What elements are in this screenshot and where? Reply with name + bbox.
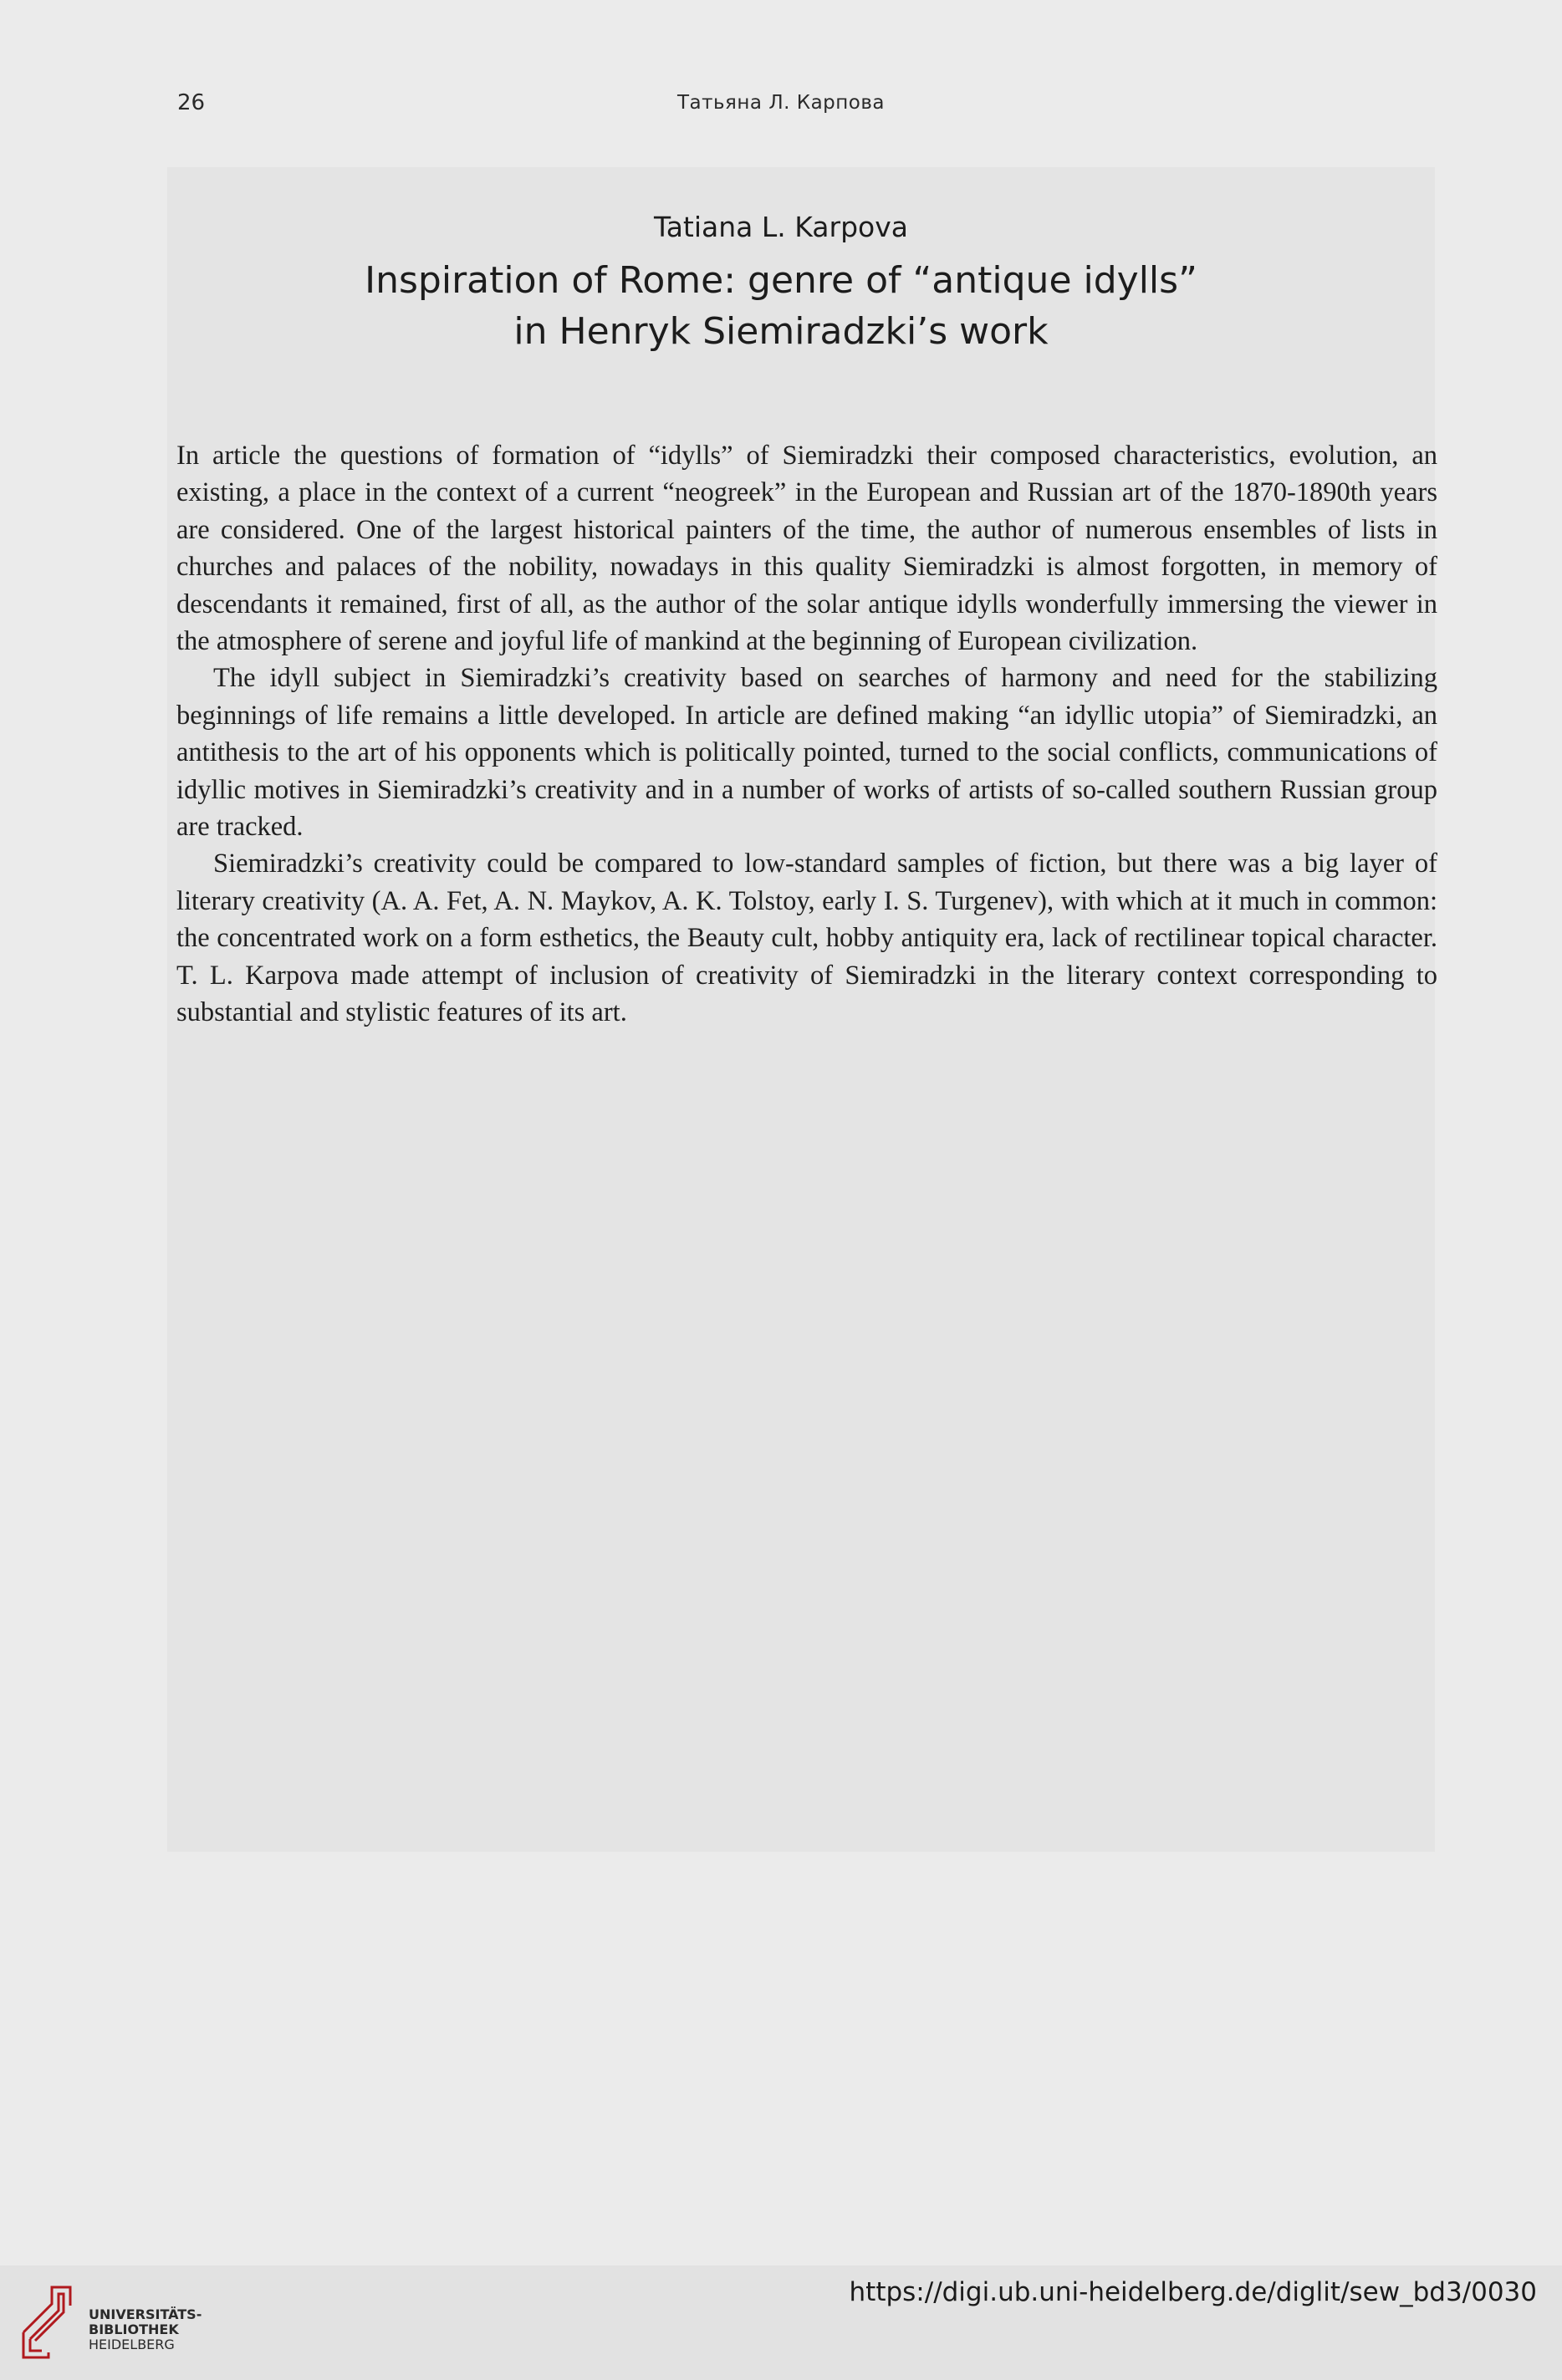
logo-line-3: HEIDELBERG	[89, 2337, 175, 2352]
running-head	[0, 90, 1562, 124]
page-number: 26	[177, 90, 206, 115]
abstract	[176, 437, 1437, 1032]
article-title-line-2: in Henryk Siemiradzki’s work	[513, 310, 1049, 353]
footer-bar	[0, 2265, 1562, 2380]
article-title	[0, 255, 1562, 357]
logo-line-2: BIBLIOTHEK	[89, 2321, 179, 2337]
library-logo-icon	[18, 2282, 79, 2362]
article-title-line-1: Inspiration of Rome: genre of “antique idylls”	[365, 259, 1197, 302]
permalink-url[interactable]: https://digi.ub.uni-heidelberg.de/diglit/sew_bd3/0030	[849, 2277, 1537, 2307]
abstract-paragraph-2: The idyll subject in Siemiradzki’s creativity based on searches of harmony and need for the stabilizing beginnings of life remains a little developed. In article are defined making “an idyllic utopia” of Siemiradzki, an antithesis to the art of his opponents which is politically pointed, turned to the social conflicts, communications of idyllic motives in Siemiradzki’s creativity and in a number of works of artists of so-called southern Russian group are tracked.	[176, 663, 1437, 843]
article-header	[0, 211, 1562, 357]
abstract-paragraph-3: Siemiradzki’s creativity could be compared to low-standard samples of fiction, but there was a big layer of literary creativity (A. A. Fet, A. N. Maykov, A. K. Tolstoy, early I. S. Turgenev), with which at it much in common: the concentrated work on a form esthetics, the Beauty cult, hobby antiquity era, lack of rectilinear topical character. T. L. Karpova made attempt of inclusion of creativity of Siemiradzki in the literary context corresponding to substantial and stylistic features of its art.	[176, 849, 1437, 1028]
library-logo[interactable]	[18, 2282, 202, 2362]
author-name: Tatiana L. Karpova	[654, 211, 908, 243]
running-title: Татьяна Л. Карпова	[676, 92, 886, 114]
logo-line-1: UNIVERSITÄTS-	[89, 2306, 202, 2322]
abstract-paragraph-1: In article the questions of formation of “idylls” of Siemiradzki their composed characteristics, evolution, an existing, a place in the context of a current “neogreek” in the European and Russian art of the 1870-1890th years are considered. One of the largest historical painters of the time, the author of numerous ensembles of lists in churches and palaces of the nobility, nowadays in this quality Siemiradzki is almost forgotten, in memory of descendants it remained, first of all, as the author of the solar antique idylls wonderfully immersing the viewer in the atmosphere of serene and joyful life of mankind at the beginning of European civilization.	[176, 441, 1437, 657]
library-logo-text	[89, 2307, 202, 2352]
